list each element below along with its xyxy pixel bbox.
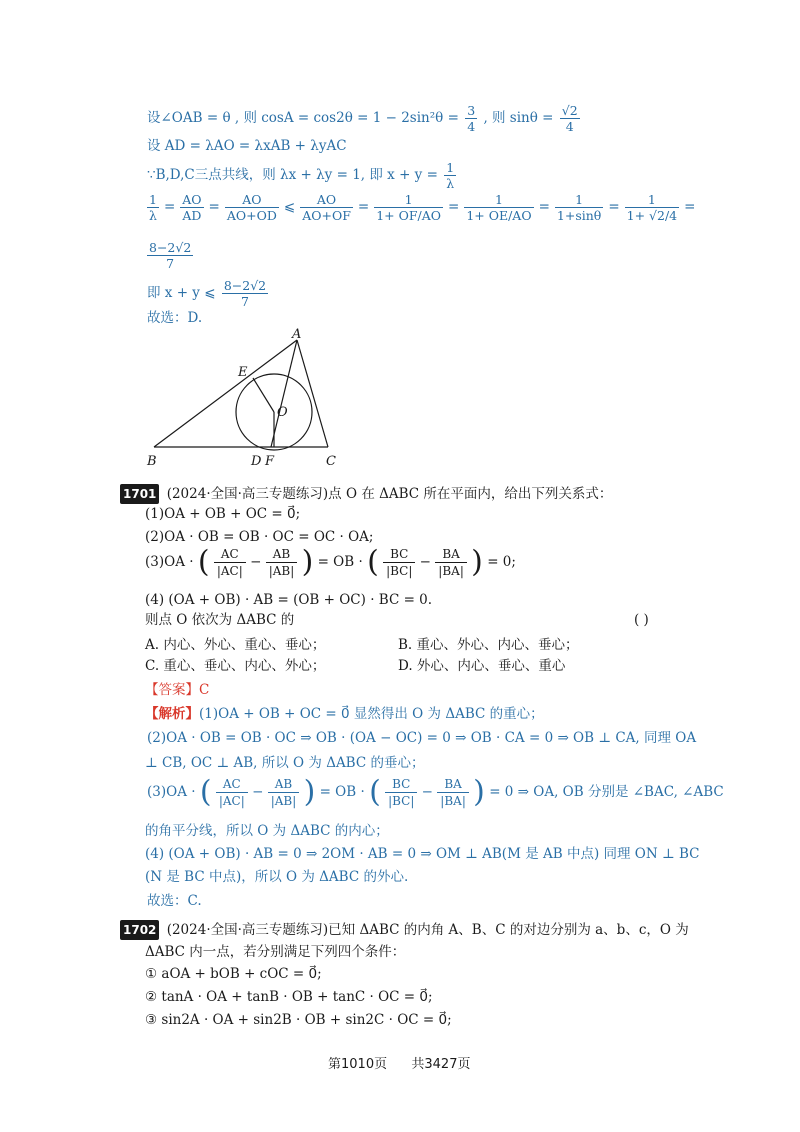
label-A: A (292, 328, 302, 342)
question-number: 1701 (120, 484, 159, 504)
label-D: D (251, 454, 262, 469)
solution-line-6: 即 x + y ⩽ $\frac{8-2√2}{7}$ (147, 278, 267, 309)
question-1701-stem: 1701 (2024·全国·高三专题练习)点 O 在 ΔABC 所在平面内，给出下列关系式： (120, 484, 612, 504)
fraction: $\frac{8-2√2}{7}$ (149, 240, 192, 271)
operator: = (163, 199, 176, 215)
operator: = (608, 199, 620, 215)
fraction: $\frac{√2}{4}$ (561, 103, 578, 134)
option-B[interactable]: B. 重心、外心、内心、垂心； (398, 637, 579, 653)
fraction: $\frac{AO}{AD}$ (182, 192, 202, 223)
geometry-figure (140, 328, 350, 473)
page-total: 共3427页 (411, 1057, 471, 1072)
fraction: $\frac{1}{\lambda}$ (446, 160, 455, 191)
fraction: $\frac{AO}{AO+OD}$ (226, 192, 277, 223)
answer-value: C (199, 682, 210, 698)
page-footer (328, 1053, 470, 1072)
operator: = (208, 199, 220, 215)
fraction: $\frac{3}{4}$ (467, 103, 476, 134)
answer-label: 【答案】 (145, 682, 199, 698)
answer-line (145, 681, 209, 699)
q1701-condition-1: (1)OA + OB + OC = 0⃗; (145, 506, 301, 522)
fraction: $\frac{1}{1+ OF/AO}$ (376, 192, 441, 223)
q1701-condition-3: (3)OA · ( $\frac{AC}{|AC|}$ − $\frac{AB}{|AB|}$ ) = OB · ( $\frac{BC}{|BC|}$ − $\frac{BA}{|BA|}$ ) = 0; (145, 544, 516, 580)
solution-conclusion: 故选：D. (147, 310, 203, 326)
solution-line-1: 设∠OAB = θ , 则 cosA = cos2θ = 1 − 2sin²θ = $\frac{3}{4}$ , 则 sinθ = $\frac{√2}{4}$ (147, 103, 578, 134)
fraction: $\frac{8-2√2}{7}$ (223, 278, 267, 309)
option-D[interactable]: D. 外心、内心、垂心、重心 (398, 658, 566, 674)
option-A[interactable]: A. 内心、外心、重心、垂心； (145, 637, 326, 653)
analysis-line-6: (4) (OA + OB) · AB = 0 ⇒ 2OM · AB = 0 ⇒ OM ⊥ AB(M 是 AB 中点) 同理 ON ⊥ BC (145, 846, 700, 862)
q1701-condition-4: (4) (OA + OB) · AB = (OB + OC) · BC = 0. (145, 592, 433, 608)
question-1702-stem: 1702 (2024·全国·高三专题练习)已知 ΔABC 的内角 A、B、C 的对边分别为 a、b、c，O 为 (120, 920, 689, 940)
solution-line-2: 设 AD = λAO = λxAB + λyAC (147, 138, 347, 154)
q1702-condition-3: ③ sin2A · OA + sin2B · OB + sin2C · OC = 0⃗; (145, 1012, 452, 1028)
analysis-line-4: (3)OA · ( $\frac{AC}{|AC|}$ − $\frac{AB}{|AB|}$ ) = OB · ( $\frac{BC}{|BC|}$ − $\frac{BA}{|BA|}$ ) = 0 ⇒ OA, OB 分别是 ∠BAC, ∠ABC (147, 774, 724, 810)
operator: = (357, 199, 370, 215)
segment-AC (297, 340, 328, 447)
operator: = (684, 199, 696, 215)
page-number: 第1010页 (328, 1057, 388, 1072)
label-B: B (147, 454, 157, 469)
fraction: $\frac{1}{1+ OE/AO}$ (466, 192, 532, 223)
question-number: 1702 (120, 920, 159, 940)
q1701-condition-2: (2)OA · OB = OB · OC = OC · OA; (145, 529, 374, 545)
fraction: $\frac{1}{1+\sin\theta}$ (556, 192, 602, 223)
solution-line-3: ∵B,D,C三点共线，则 λx + λy = 1, 即 x + y = $\frac{1}{\lambda}$ (147, 160, 455, 191)
q1702-condition-2: ② tanA · OA + tanB · OB + tanC · OC = 0⃗; (145, 989, 433, 1005)
label-C: C (326, 454, 336, 469)
segment-OE (253, 378, 274, 412)
analysis-line-2: (2)OA · OB = OB · OC ⇒ OB · (OA − OC) = 0 ⇒ OB · CA = 0 ⇒ OB ⊥ CA, 同理 OA (147, 730, 697, 746)
q1702-condition-1: ① aOA + bOB + cOC = 0⃗; (145, 966, 322, 982)
label-E: E (238, 365, 248, 380)
analysis-line-1: 【解析】(1)OA + OB + OC = 0⃗ 显然得出 O 为 ΔABC 的重心； (145, 706, 544, 722)
operator: = (448, 199, 460, 215)
operator: = (538, 199, 550, 215)
analysis-line-7: (N 是 BC 中点)，所以 O 为 ΔABC 的外心. (145, 869, 409, 885)
answer-paren: ( ) (634, 612, 649, 628)
fraction: $\frac{1}{\lambda}$ (149, 192, 157, 223)
label-O: O (277, 405, 288, 420)
analysis-label: 【解析】 (145, 706, 199, 722)
solution-line-4 (145, 192, 698, 223)
fraction: $\frac{1}{1+ √2/4}$ (626, 192, 678, 223)
analysis-line-3: ⊥ CB, OC ⊥ AB, 所以 O 为 ΔABC 的垂心； (145, 755, 425, 771)
solution-line-5 (145, 240, 195, 271)
segment-BA (154, 340, 297, 447)
operator: ⩽ (283, 199, 296, 215)
q1701-ask: 则点 O 依次为 ΔABC 的 (145, 612, 295, 628)
analysis-conclusion: 故选：C. (147, 893, 202, 909)
analysis-line-5: 的角平分线，所以 O 为 ΔABC 的内心； (145, 823, 389, 839)
label-F: F (265, 454, 275, 469)
fraction: $\frac{AO}{AO+OF}$ (302, 192, 351, 223)
q1702-stem-2: ΔABC 内一点，若分别满足下列四个条件： (145, 944, 406, 960)
option-C[interactable]: C. 重心、垂心、内心、外心； (145, 658, 326, 674)
